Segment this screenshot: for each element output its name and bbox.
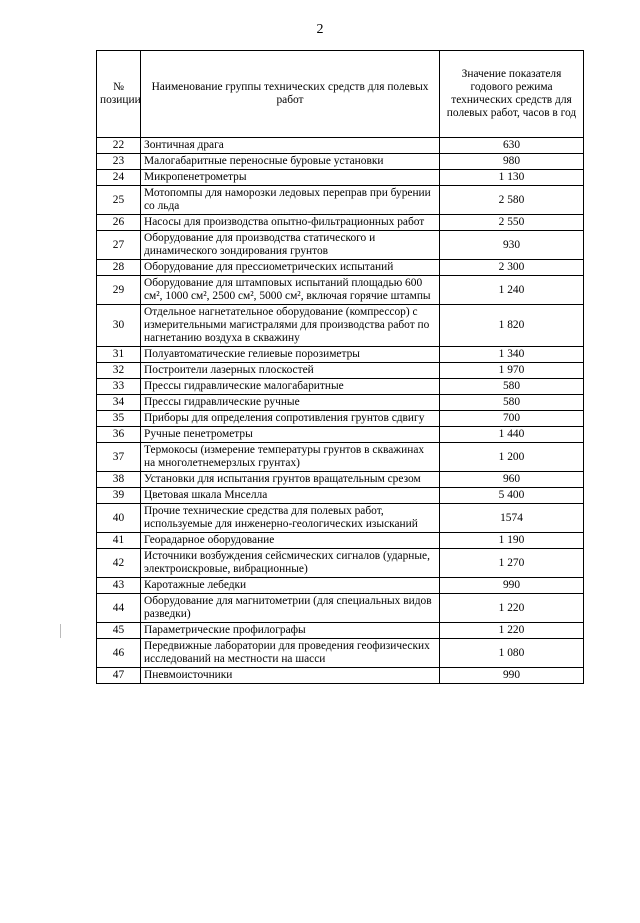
row-value-cell: 1 220 bbox=[440, 623, 584, 639]
table-row bbox=[97, 472, 584, 488]
row-position-cell: 24 bbox=[97, 170, 141, 186]
table-row bbox=[97, 594, 584, 623]
equipment-table bbox=[96, 50, 584, 684]
row-value-cell: 2 580 bbox=[440, 186, 584, 215]
table-row bbox=[97, 276, 584, 305]
row-position-cell: 35 bbox=[97, 411, 141, 427]
header-value: Значение показателя годового режима технических средств для полевых работ, часов в год bbox=[440, 51, 584, 138]
row-value-cell: 980 bbox=[440, 154, 584, 170]
row-position-cell: 34 bbox=[97, 395, 141, 411]
row-position-cell: 28 bbox=[97, 260, 141, 276]
row-name-cell: Малогабаритные переносные буровые установки bbox=[141, 154, 440, 170]
row-name-cell: Параметрические профилографы bbox=[141, 623, 440, 639]
row-name-cell: Прессы гидравлические ручные bbox=[141, 395, 440, 411]
row-name-cell: Установки для испытания грунтов вращательным срезом bbox=[141, 472, 440, 488]
table-row bbox=[97, 186, 584, 215]
row-name-cell: Передвижные лаборатории для проведения геофизических исследований на местности на шасси bbox=[141, 639, 440, 668]
table-row bbox=[97, 533, 584, 549]
row-position-cell: 39 bbox=[97, 488, 141, 504]
row-value-cell: 1 220 bbox=[440, 594, 584, 623]
table-row bbox=[97, 411, 584, 427]
row-name-cell: Построители лазерных плоскостей bbox=[141, 363, 440, 379]
row-name-cell: Зонтичная драга bbox=[141, 138, 440, 154]
header-position: № позиции bbox=[97, 51, 141, 138]
table-row bbox=[97, 379, 584, 395]
row-position-cell: 47 bbox=[97, 668, 141, 684]
row-name-cell: Отдельное нагнетательное оборудование (компрессор) с измерительными магистралями для производства работ по нагнетанию воздуха в скважину bbox=[141, 305, 440, 347]
table-row bbox=[97, 215, 584, 231]
table-row bbox=[97, 138, 584, 154]
table-row bbox=[97, 549, 584, 578]
table-row bbox=[97, 154, 584, 170]
row-value-cell: 1 080 bbox=[440, 639, 584, 668]
row-value-cell: 700 bbox=[440, 411, 584, 427]
table-row bbox=[97, 504, 584, 533]
row-position-cell: 42 bbox=[97, 549, 141, 578]
row-position-cell: 25 bbox=[97, 186, 141, 215]
table-row bbox=[97, 488, 584, 504]
table-row bbox=[97, 395, 584, 411]
row-name-cell: Прочие технические средства для полевых работ, используемые для инженерно-геологических изысканий bbox=[141, 504, 440, 533]
table-row bbox=[97, 668, 584, 684]
row-name-cell: Приборы для определения сопротивления грунтов сдвигу bbox=[141, 411, 440, 427]
row-value-cell: 580 bbox=[440, 395, 584, 411]
header-name: Наименование группы технических средств для полевых работ bbox=[141, 51, 440, 138]
row-position-cell: 36 bbox=[97, 427, 141, 443]
row-value-cell: 5 400 bbox=[440, 488, 584, 504]
row-value-cell: 1 200 bbox=[440, 443, 584, 472]
row-name-cell: Насосы для производства опытно-фильтрационных работ bbox=[141, 215, 440, 231]
row-name-cell: Микропенетрометры bbox=[141, 170, 440, 186]
row-name-cell: Оборудование для магнитометрии (для специальных видов разведки) bbox=[141, 594, 440, 623]
row-name-cell: Мотопомпы для наморозки ледовых переправ при бурении со льда bbox=[141, 186, 440, 215]
row-value-cell: 990 bbox=[440, 668, 584, 684]
row-value-cell: 1 190 bbox=[440, 533, 584, 549]
row-name-cell: Источники возбуждения сейсмических сигналов (ударные, электроискровые, вибрационные) bbox=[141, 549, 440, 578]
row-position-cell: 30 bbox=[97, 305, 141, 347]
table-row bbox=[97, 305, 584, 347]
table-row bbox=[97, 170, 584, 186]
row-name-cell: Оборудование для производства статического и динамического зондирования грунтов bbox=[141, 231, 440, 260]
table-row bbox=[97, 231, 584, 260]
row-name-cell: Оборудование для прессиометрических испытаний bbox=[141, 260, 440, 276]
row-value-cell: 1 440 bbox=[440, 427, 584, 443]
row-value-cell: 1 340 bbox=[440, 347, 584, 363]
table-row bbox=[97, 347, 584, 363]
row-value-cell: 1 130 bbox=[440, 170, 584, 186]
row-position-cell: 40 bbox=[97, 504, 141, 533]
table-row bbox=[97, 443, 584, 472]
row-value-cell: 630 bbox=[440, 138, 584, 154]
row-value-cell: 1574 bbox=[440, 504, 584, 533]
row-name-cell: Георадарное оборудование bbox=[141, 533, 440, 549]
row-name-cell: Цветовая шкала Мнселла bbox=[141, 488, 440, 504]
row-position-cell: 29 bbox=[97, 276, 141, 305]
row-position-cell: 27 bbox=[97, 231, 141, 260]
row-name-cell: Пневмоисточники bbox=[141, 668, 440, 684]
row-position-cell: 37 bbox=[97, 443, 141, 472]
page-number: 2 bbox=[316, 22, 324, 37]
row-position-cell: 32 bbox=[97, 363, 141, 379]
table-row bbox=[97, 623, 584, 639]
row-position-cell: 31 bbox=[97, 347, 141, 363]
row-value-cell: 1 970 bbox=[440, 363, 584, 379]
table-row bbox=[97, 363, 584, 379]
row-position-cell: 46 bbox=[97, 639, 141, 668]
row-name-cell: Термокосы (измерение температуры грунтов в скважинах на многолетнемерзлых грунтах) bbox=[141, 443, 440, 472]
row-position-cell: 22 bbox=[97, 138, 141, 154]
row-name-cell: Полуавтоматические гелиевые порозиметры bbox=[141, 347, 440, 363]
row-value-cell: 2 300 bbox=[440, 260, 584, 276]
row-value-cell: 580 bbox=[440, 379, 584, 395]
row-position-cell: 23 bbox=[97, 154, 141, 170]
row-position-cell: 41 bbox=[97, 533, 141, 549]
row-value-cell: 1 270 bbox=[440, 549, 584, 578]
row-position-cell: 44 bbox=[97, 594, 141, 623]
row-name-cell: Каротажные лебедки bbox=[141, 578, 440, 594]
row-value-cell: 1 820 bbox=[440, 305, 584, 347]
row-name-cell: Оборудование для штамповых испытаний площадью 600 см², 1000 см², 2500 см², 5000 см², включая горячие штампы bbox=[141, 276, 440, 305]
table-row bbox=[97, 260, 584, 276]
row-value-cell: 990 bbox=[440, 578, 584, 594]
row-position-cell: 45 bbox=[97, 623, 141, 639]
scan-artifact-line bbox=[60, 624, 61, 638]
row-position-cell: 38 bbox=[97, 472, 141, 488]
table-header-row bbox=[97, 51, 584, 138]
row-position-cell: 43 bbox=[97, 578, 141, 594]
row-position-cell: 33 bbox=[97, 379, 141, 395]
row-name-cell: Ручные пенетрометры bbox=[141, 427, 440, 443]
table-row bbox=[97, 639, 584, 668]
table-row bbox=[97, 427, 584, 443]
row-position-cell: 26 bbox=[97, 215, 141, 231]
row-value-cell: 960 bbox=[440, 472, 584, 488]
table-row bbox=[97, 578, 584, 594]
row-value-cell: 1 240 bbox=[440, 276, 584, 305]
row-value-cell: 2 550 bbox=[440, 215, 584, 231]
row-value-cell: 930 bbox=[440, 231, 584, 260]
row-name-cell: Прессы гидравлические малогабаритные bbox=[141, 379, 440, 395]
